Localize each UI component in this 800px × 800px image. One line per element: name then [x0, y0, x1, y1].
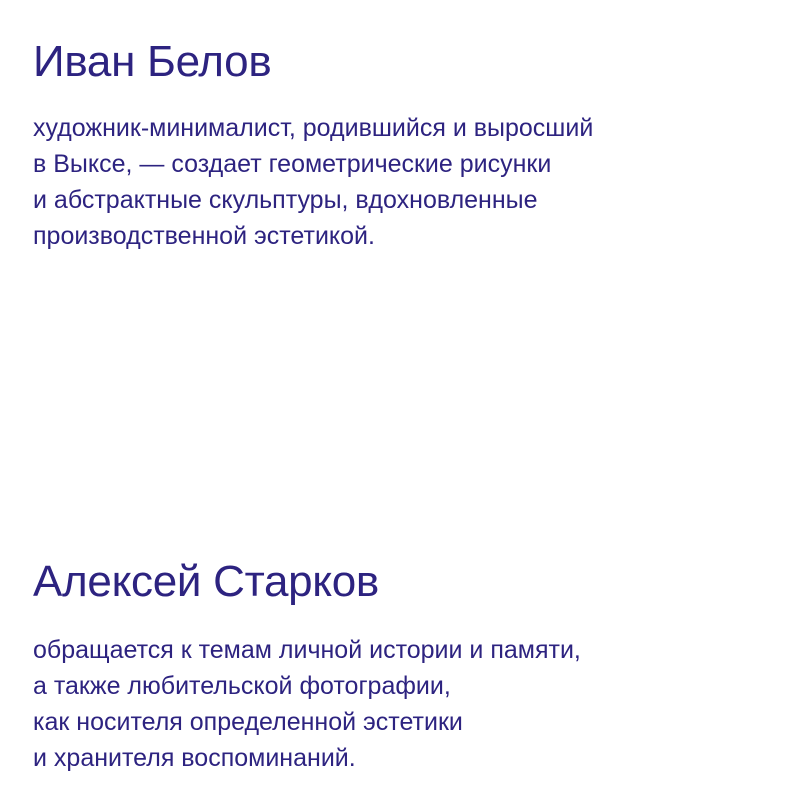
- artist-description: [33, 632, 780, 776]
- artist-name: Алексей Старков: [33, 557, 379, 606]
- artist-block-aleksey-starkov: [33, 556, 780, 776]
- description-line: а также любительской фотографии,: [33, 672, 451, 700]
- artist-description: [33, 110, 780, 254]
- description-line: художник-минималист, родившийся и выросший: [33, 114, 594, 142]
- artist-block-ivan-belov: [33, 36, 780, 254]
- description-line: и хранителя воспоминаний.: [33, 744, 356, 772]
- description-line: как носителя определенной эстетики: [33, 708, 463, 736]
- artist-name: Иван Белов: [33, 37, 272, 86]
- description-line: обращается к темам личной истории и памяти,: [33, 636, 581, 664]
- description-line: и абстрактные скульптуры, вдохновленные: [33, 186, 538, 214]
- description-line: в Выксе, — создает геометрические рисунки: [33, 150, 552, 178]
- description-line: производственной эстетикой.: [33, 222, 375, 250]
